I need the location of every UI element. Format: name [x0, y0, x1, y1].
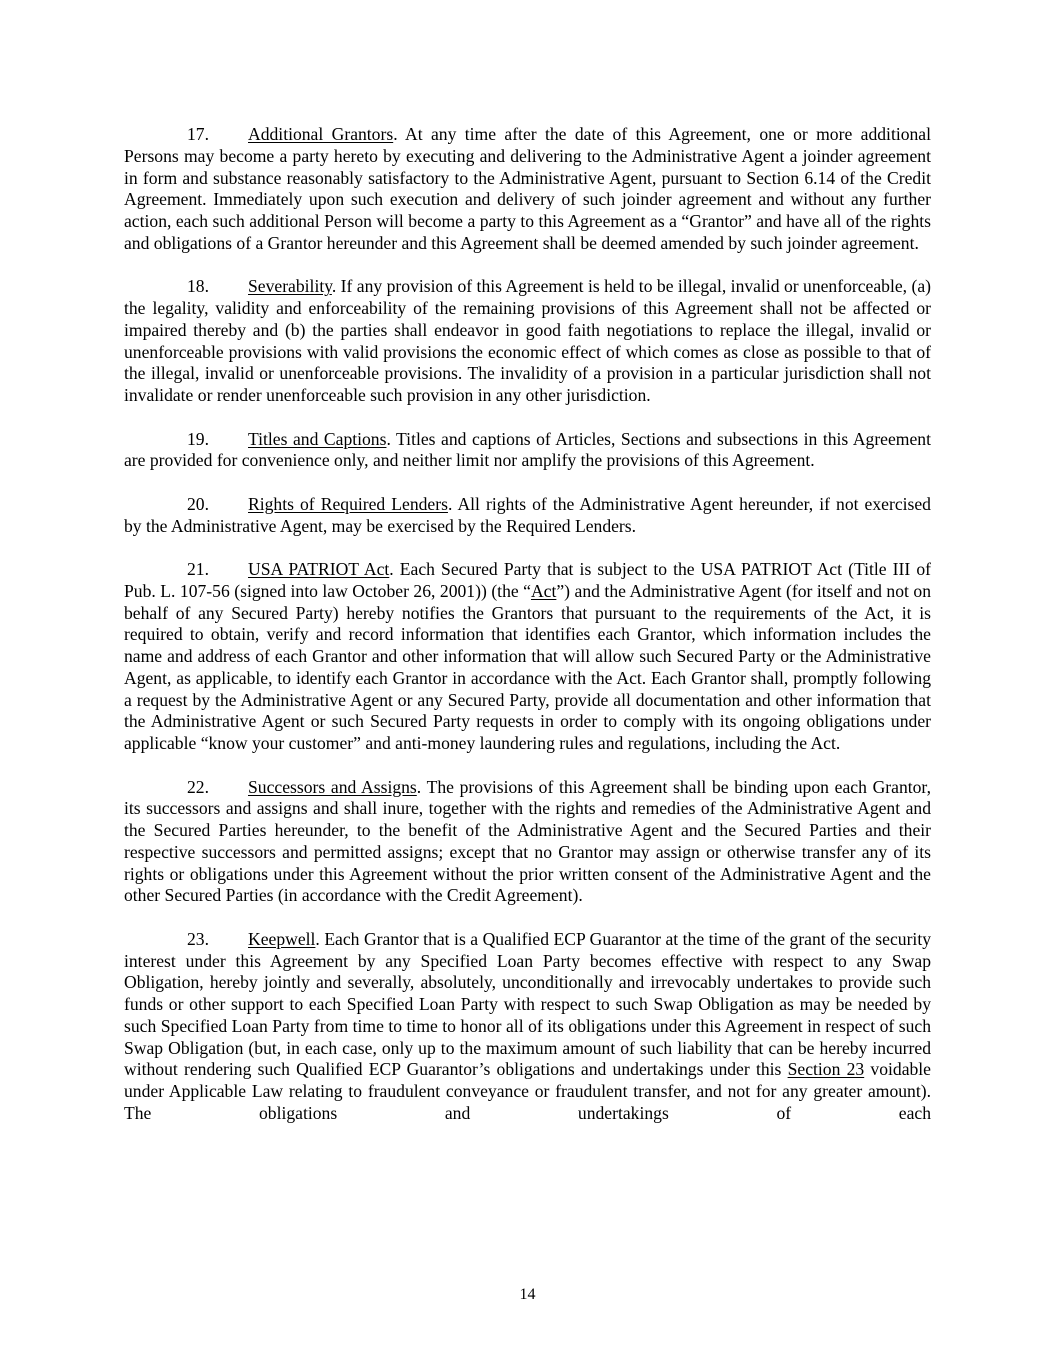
defined-term: Act	[530, 580, 557, 601]
section-number: 23.	[187, 928, 209, 949]
page-number: 14	[519, 1286, 536, 1303]
section-21	[124, 559, 931, 755]
section-22	[124, 777, 931, 908]
section-20	[124, 494, 931, 538]
section-heading: USA PATRIOT Act	[248, 559, 390, 579]
section-body: . The provisions of this Agreement shall be binding upon each Grantor, its successors and assigns and shall inure, together with the rights and remedies of the Administrative Agent and the Secured Parties hereunder, to the benefit of the Administrative Agent and the Secured Parties and their respective successors and permitted assigns; except that no Grantor may assign or otherwise transfer any of its rights or obligations under this Agreement without the prior written consent of the Administrative Agent and the other Secured Parties (in accordance with the Credit Agreement).	[124, 776, 931, 906]
section-18	[124, 276, 931, 407]
section-body: . Each Grantor that is a Qualified ECP Guarantor at the time of the grant of the security interest under this Agreement by any Specified Loan Party becomes effective with respect to any Swap Obligation, hereby jointly and severally, absolutely, unconditionally and irrevocably undertakes to provide such funds or other support to each Specified Loan Party with respect to such Swap Obligation as may be needed by such Specified Loan Party from time to time to honor all of its obligations under this Agreement in respect of such Swap Obligation (but, in each case, only up to the maximum amount of such liability that can be hereby incurred without rendering such Qualified ECP Guarantor’s obligations and undertakings under this	[124, 928, 931, 1080]
section-body: . Titles and captions of Articles, Sections and subsections in this Agreement are provided for convenience only, and neither limit nor amplify the provisions of this Agreement.	[124, 428, 931, 471]
section-body: . If any provision of this Agreement is held to be illegal, invalid or unenforceable, (a) the legality, validity and enforceability of the remaining provisions of this Agreement shall not be affected or impaired thereby and (b) the parties shall endeavor in good faith negotiations to replace the illegal, invalid or unenforceable provisions with valid provisions the economic effect of which comes as close as possible to that of the illegal, invalid or unenforceable provisions. The invalidity of a provision in a particular jurisdiction shall not invalidate or render unenforceable such provision in any other jurisdiction.	[124, 276, 931, 405]
section-body-continued: voidable under Applicable Law relating to fraudulent conveyance or fraudulent transfer, and not for any greater amount). The obligations and undertakings of each	[124, 1059, 931, 1123]
section-19	[124, 429, 931, 473]
section-number: 21.	[187, 559, 209, 579]
section-23	[124, 929, 931, 1125]
section-heading: Titles and Captions	[248, 428, 387, 449]
section-reference: Section 23	[787, 1059, 865, 1080]
section-heading: Additional Grantors	[248, 124, 394, 144]
section-body-continued: ”) and the Administrative Agent (for itself and not on behalf of any Secured Party) hereby notifies the Grantors that pursuant to the requirements of the Act, it is required to obtain, verify and record information that identifies each Grantor, which information includes the name and address of each Grantor and other information that will allow such Secured Party or the Administrative Agent, as applicable, to identify each Grantor in accordance with the Act. Each Grantor shall, promptly following a request by the Administrative Agent or any Secured Party, provide all documentation and other information that the Administrative Agent or such Secured Party requests in order to comply with its ongoing obligations under applicable “know your customer” and anti-money laundering rules and regulations, including the Act.	[124, 580, 931, 753]
section-number: 18.	[187, 276, 209, 297]
section-number: 17.	[187, 124, 209, 144]
section-number: 20.	[187, 493, 209, 514]
section-heading: Rights of Required Lenders	[248, 493, 448, 514]
section-body: . At any time after the date of this Agreement, one or more additional Persons may become a party hereto by executing and delivering to the Administrative Agent a joinder agreement in form and substance reasonably satisfactory to the Administrative Agent, pursuant to Section 6.14 of the Credit Agreement. Immediately upon such execution and delivery of such joinder agreement and without any further action, each such additional Person will become a party to this Agreement as a “Grantor” and have all of the rights and obligations of a Grantor hereunder and this Agreement shall be deemed amended by such joinder agreement.	[124, 124, 932, 253]
section-heading: Keepwell	[248, 928, 316, 949]
section-number: 22.	[187, 776, 209, 797]
document-page	[124, 124, 931, 1146]
section-number: 19.	[187, 428, 209, 449]
section-heading: Severability	[248, 276, 332, 297]
section-body: . All rights of the Administrative Agent hereunder, if not exercised by the Administrative Agent, may be exercised by the Required Lenders.	[124, 493, 931, 536]
section-heading: Successors and Assigns	[248, 776, 417, 797]
section-body: . Each Secured Party that is subject to the USA PATRIOT Act (Title III of Pub. L. 107-56 (signed into law October 26, 2001)) (the “	[124, 559, 931, 601]
section-17	[124, 124, 931, 255]
